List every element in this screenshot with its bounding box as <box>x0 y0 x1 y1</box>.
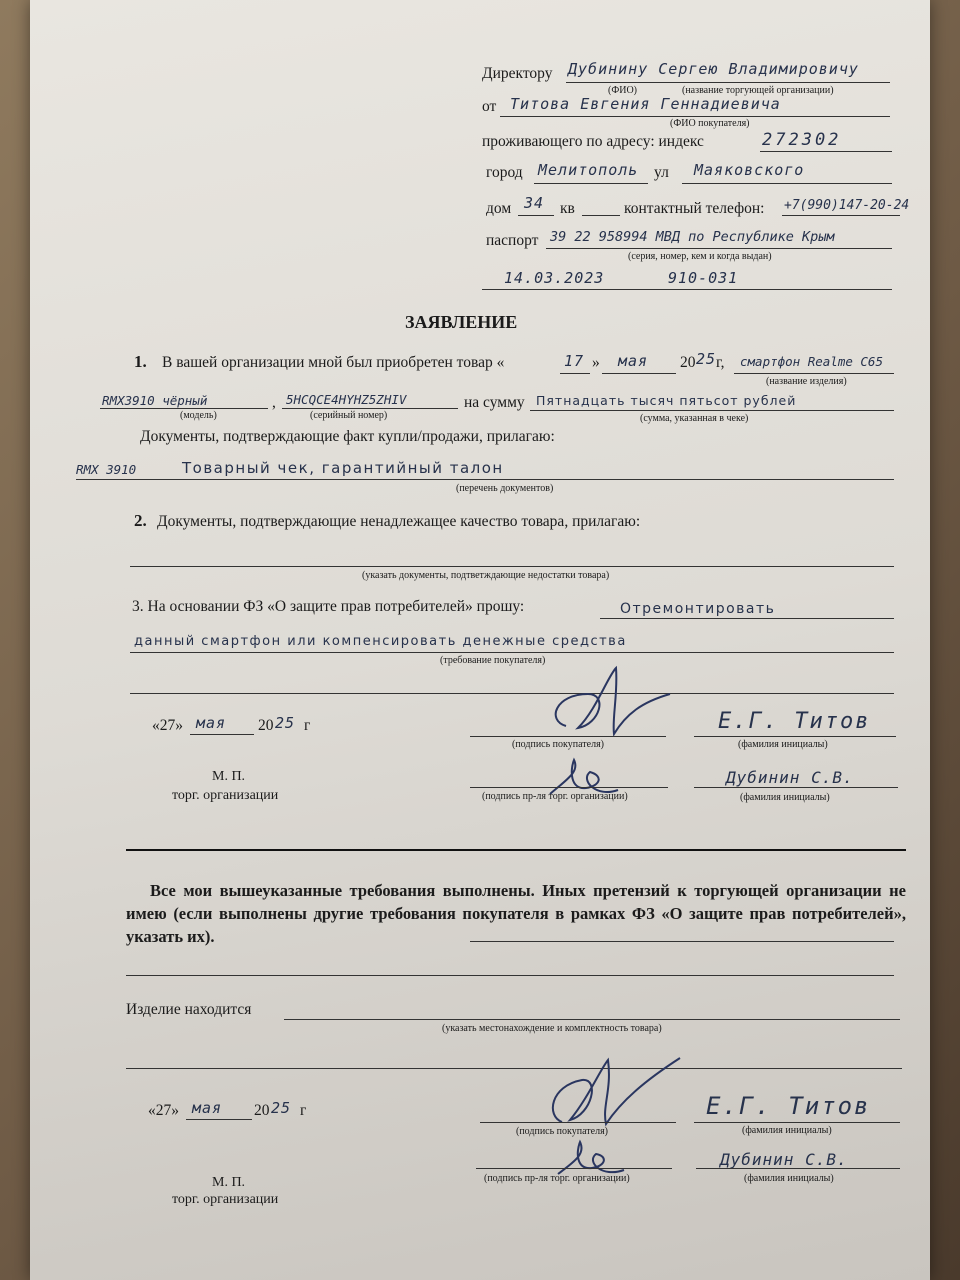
page-title: ЗАЯВЛЕНИЕ <box>405 312 518 332</box>
docs-value: Товарный чек, гарантийный талон <box>182 459 504 477</box>
buyer-signature-2 <box>526 1050 686 1130</box>
month-line <box>602 373 676 374</box>
document-sheet <box>30 0 930 1280</box>
section3-note: (требование покупателя) <box>440 655 546 666</box>
sig1-year-prefix: 20 <box>258 717 274 734</box>
buyer-note: (ФИО покупателя) <box>670 118 750 129</box>
docs-line <box>76 479 894 480</box>
sig1-buyer-line <box>470 736 666 737</box>
director-value: Дубинину Сергею Владимировичу <box>568 60 859 78</box>
sig2-month: мая <box>192 1099 223 1117</box>
model-comma: , <box>272 394 276 411</box>
section1-number: 1. <box>134 352 147 371</box>
sig1-year-suffix: г <box>304 717 311 734</box>
model-note: (модель) <box>180 410 217 421</box>
director-line <box>566 82 890 83</box>
phone-value: +7(990)147-20-24 <box>784 198 910 213</box>
product-note: (название изделия) <box>766 376 847 387</box>
purchase-year: 25 <box>696 350 717 368</box>
street-line <box>682 183 892 184</box>
sig2-rep-name: Дубинин С.В. <box>720 1150 848 1169</box>
director-label: Директору <box>482 65 553 82</box>
serial-value: 5HCQCE4HYHZ5ZHIV <box>286 392 407 407</box>
serial-note: (серийный номер) <box>310 410 388 421</box>
sig2-date-open: «27» <box>148 1102 179 1119</box>
location-line <box>284 1019 900 1020</box>
section2-number: 2. <box>134 511 147 530</box>
sig1-buyer-note: (подпись покупателя) <box>512 739 605 750</box>
sig2-org: торг. организации <box>172 1192 279 1207</box>
docs-prefix: RMX 3910 <box>76 462 137 477</box>
sum-line <box>530 410 894 411</box>
section3-value2: данный смартфон или компенсировать денежные средства <box>134 634 627 649</box>
sig1-date-open: «27» <box>152 717 183 734</box>
sig1-rep-name-line <box>694 787 898 788</box>
from-label: от <box>482 98 497 115</box>
product-line <box>734 373 894 374</box>
sig2-year-suffix: г <box>300 1102 307 1119</box>
docs-note: (перечень документов) <box>456 483 554 494</box>
city-line <box>534 183 648 184</box>
model-line <box>100 408 268 409</box>
from-line <box>500 116 890 117</box>
day-line <box>560 373 590 374</box>
sig1-buyer-name: Е.Г. Титов <box>718 709 871 734</box>
sum-note: (сумма, указанная в чеке) <box>640 413 749 424</box>
passport-label: паспорт <box>486 232 539 249</box>
sig2-buyer-name: Е.Г. Титов <box>706 1092 871 1120</box>
sig1-name-note: (фамилия инициалы) <box>738 739 828 750</box>
purchase-month: мая <box>618 352 649 370</box>
phone-label: контактный телефон: <box>624 200 765 217</box>
apt-label: кв <box>560 200 575 217</box>
sig1-rep-line <box>470 787 668 788</box>
product-value: смартфон Realme C65 <box>740 354 883 369</box>
sig1-rep-name-note: (фамилия инициалы) <box>740 792 830 803</box>
from-value: Титова Евгения Геннадиевича <box>510 95 781 113</box>
sig2-name-line <box>694 1122 900 1123</box>
sig2-year-prefix: 20 <box>254 1102 270 1119</box>
serial-line <box>282 408 458 409</box>
section3-line-2 <box>130 652 894 653</box>
sig2-mp: М. П. <box>212 1175 246 1190</box>
passport-date: 14.03.2023 <box>504 269 605 287</box>
sig1-rep-note: (подпись пр-ля торг. организации) <box>482 791 628 802</box>
section3-value1: Отремонтировать <box>620 601 776 617</box>
address-label: проживающего по адресу: индекс <box>482 133 704 150</box>
passport-line-2 <box>482 289 892 290</box>
house-value: 34 <box>524 194 545 212</box>
org-note: (название торгующей организации) <box>682 85 834 96</box>
quote-close: » <box>592 354 600 371</box>
section2-line <box>130 566 894 567</box>
sig1-rep-name: Дубинин С.В. <box>726 768 854 787</box>
closing-statement: Все мои вышеуказанные требования выполнены. Иных претензий к торгующей организации не имею (если выполнены другие требования покупателя в рамках ФЗ «О защите прав потребителей», указать их). <box>126 881 906 946</box>
house-label: дом <box>486 200 512 217</box>
street-label: ул <box>654 164 669 181</box>
sig1-mp: М. П. <box>212 769 246 784</box>
sum-label: на сумму <box>464 394 525 411</box>
year-prefix: 20 <box>680 354 696 371</box>
city-value: Мелитополь <box>538 161 639 179</box>
docs-text: Документы, подтверждающие факт купли/продажи, прилагаю: <box>140 428 555 445</box>
model-value: RMX3910 чёрный <box>102 393 208 408</box>
section2-note: (указать документы, подтветждающие недостатки товара) <box>362 570 610 581</box>
street-value: Маяковского <box>694 161 805 179</box>
year-suffix: г, <box>716 354 725 371</box>
sum-value: Пятнадцать тысяч пятьсот рублей <box>536 393 797 408</box>
sig1-name-line <box>694 736 896 737</box>
sig2-rep-name-line <box>696 1168 900 1169</box>
passport-value: 39 22 958994 МВД по Республике Крым <box>550 229 835 245</box>
sig2-buyer-line <box>480 1122 676 1123</box>
location-note: (указать местонахождение и комплектность товара) <box>442 1023 662 1034</box>
index-value: 272302 <box>762 130 842 150</box>
section3-text: 3. На основании ФЗ «О защите прав потребителей» прошу: <box>132 598 525 615</box>
sig2-month-line <box>186 1119 252 1120</box>
section1-text: В вашей организации мной был приобретен товар « <box>162 354 505 371</box>
apt-line <box>582 215 620 216</box>
house-line <box>518 215 554 216</box>
sig1-org: торг. организации <box>172 788 279 803</box>
sig2-name-note: (фамилия инициалы) <box>742 1125 832 1136</box>
closing-line-1 <box>470 941 894 942</box>
sig2-year: 25 <box>271 1099 292 1117</box>
section3-line-1 <box>600 618 894 619</box>
closing-line-2 <box>126 975 894 976</box>
phone-line <box>782 215 900 216</box>
location-label: Изделие находится <box>126 1001 252 1018</box>
location-line-2 <box>126 1068 902 1069</box>
section2-text: Документы, подтверждающие ненадлежащее качество товара, прилагаю: <box>157 513 641 530</box>
sig1-year: 25 <box>275 714 296 732</box>
city-label: город <box>486 164 523 181</box>
purchase-day: 17 <box>564 352 585 370</box>
passport-note: (серия, номер, кем и когда выдан) <box>628 251 772 262</box>
sig2-rep-line <box>476 1168 672 1169</box>
section3-line-3 <box>130 693 894 694</box>
sig1-month-line <box>190 734 254 735</box>
sig2-rep-note: (подпись пр-ля торг. организации) <box>484 1173 630 1184</box>
passport-line <box>546 248 892 249</box>
sig1-month: мая <box>196 714 227 732</box>
sig2-buyer-note: (подпись покупателя) <box>516 1126 609 1137</box>
sig2-rep-name-note: (фамилия инициалы) <box>744 1173 834 1184</box>
passport-code: 910-031 <box>668 269 739 287</box>
section-divider <box>126 849 906 851</box>
index-line <box>760 151 892 152</box>
fio-note: (ФИО) <box>608 85 638 96</box>
